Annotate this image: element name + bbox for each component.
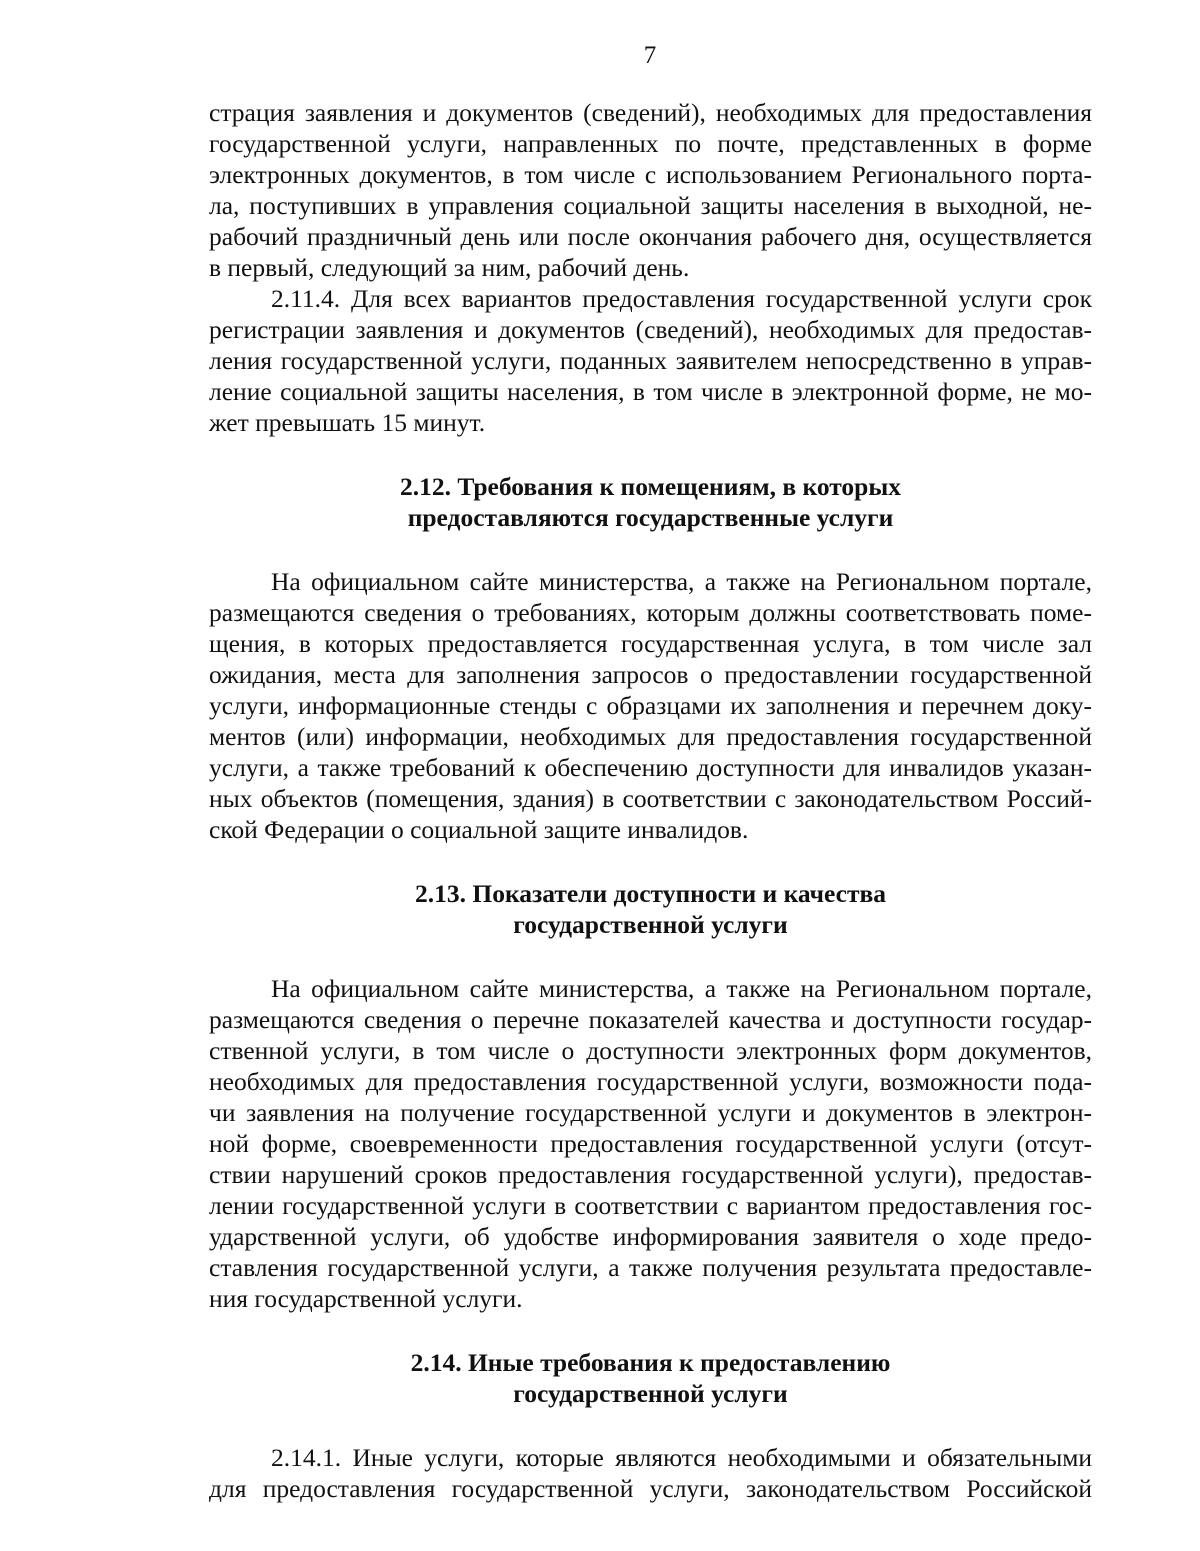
text-line: На официальном сайте министерства, а также на Региональном портале,: [271, 567, 1092, 596]
text-line: для предоставления государственной услуги, законодательством Российской: [209, 1474, 1092, 1503]
paragraph-registration-continued: [209, 97, 1092, 283]
section-heading-2-14: [209, 1347, 1092, 1409]
heading-line: предоставляются государственные услуги: [407, 503, 894, 532]
heading-line: 2.13. Показатели доступности и качества: [414, 879, 886, 908]
text-line: регистрации заявления и документов (сведений), необходимых для предостав-: [209, 315, 1092, 344]
page-number: 7: [643, 42, 657, 69]
heading-line: государственной услуги: [513, 910, 788, 939]
text-line: электронных документов, в том числе с использованием Регионального порта-: [209, 160, 1092, 189]
text-line: жет превышать 15 минут.: [209, 408, 486, 437]
section-heading-2-13: [209, 878, 1092, 940]
text-line: щения, в которых предоставляется государственная услуга, в том числе зал: [209, 629, 1092, 658]
text-line: ожидания, места для заполнения запросов о предоставлении государственной: [209, 660, 1092, 689]
text-line: На официальном сайте министерства, а также на Региональном портале,: [271, 974, 1092, 1003]
text-line: ла, поступивших в управления социальной защиты населения в выходной, не-: [209, 191, 1092, 220]
paragraph-premises-requirements: [209, 566, 1092, 845]
text-line: государственной услуги, направленных по почте, представленных в форме: [209, 129, 1092, 158]
text-line: необходимых для предоставления государственной услуги, возможности пода-: [209, 1067, 1092, 1096]
text-line: размещаются сведения о требованиях, которым должны соответствовать поме-: [209, 598, 1092, 627]
text-line: услуги, информационные стенды с образцами их заполнения и перечнем доку-: [209, 691, 1092, 720]
paragraph-2-14-1: [209, 1442, 1092, 1504]
text-line: ления государственной услуги, поданных заявителем непосредственно в управ-: [209, 346, 1092, 375]
text-line: ствии нарушений сроков предоставления государственной услуги), предостав-: [209, 1160, 1092, 1189]
text-line: рабочий праздничный день или после окончания рабочего дня, осуществляется: [209, 222, 1092, 251]
text-line: ление социальной защиты населения, в том числе в электронной форме, не мо-: [209, 377, 1092, 406]
heading-line: 2.12. Требования к помещениям, в которых: [399, 472, 902, 501]
text-line: 2.11.4. Для всех вариантов предоставления государственной услуги срок: [271, 284, 1092, 313]
text-line: ных объектов (помещения, здания) в соответствии с законодательством Россий-: [209, 784, 1092, 813]
text-line: чи заявления на получение государственной услуги и документов в электрон-: [209, 1098, 1092, 1127]
paragraph-quality-indicators: [209, 973, 1092, 1314]
text-line: 2.14.1. Иные услуги, которые являются необходимыми и обязательными: [271, 1443, 1092, 1472]
text-line: услуги, а также требований к обеспечению доступности для инвалидов указан-: [209, 753, 1092, 782]
text-line: лении государственной услуги в соответствии с вариантом предоставления гос-: [209, 1191, 1092, 1220]
heading-line: государственной услуги: [513, 1379, 788, 1408]
text-line: ударственной услуги, об удобстве информирования заявителя о ходе предо-: [209, 1222, 1092, 1251]
text-line: ментов (или) информации, необходимых для предоставления государственной: [209, 722, 1092, 751]
text-line: ной форме, своевременности предоставления государственной услуги (отсут-: [209, 1129, 1092, 1158]
heading-line: 2.14. Иные требования к предоставлению: [410, 1348, 891, 1377]
text-line: ской Федерации о социальной защите инвалидов.: [209, 815, 749, 844]
text-line: ставления государственной услуги, а также получения результата предоставле-: [209, 1253, 1092, 1282]
document-body: [209, 97, 1092, 1504]
paragraph-2-11-4: [209, 283, 1092, 438]
text-line: ния государственной услуги.: [209, 1284, 523, 1313]
text-line: в первый, следующий за ним, рабочий день.: [209, 253, 690, 282]
section-heading-2-12: [209, 471, 1092, 533]
text-line: размещаются сведения о перечне показателей качества и доступности государ-: [209, 1005, 1092, 1034]
text-line: ственной услуги, в том числе о доступности электронных форм документов,: [209, 1036, 1092, 1065]
text-line: страция заявления и документов (сведений), необходимых для предоставления: [209, 98, 1092, 127]
